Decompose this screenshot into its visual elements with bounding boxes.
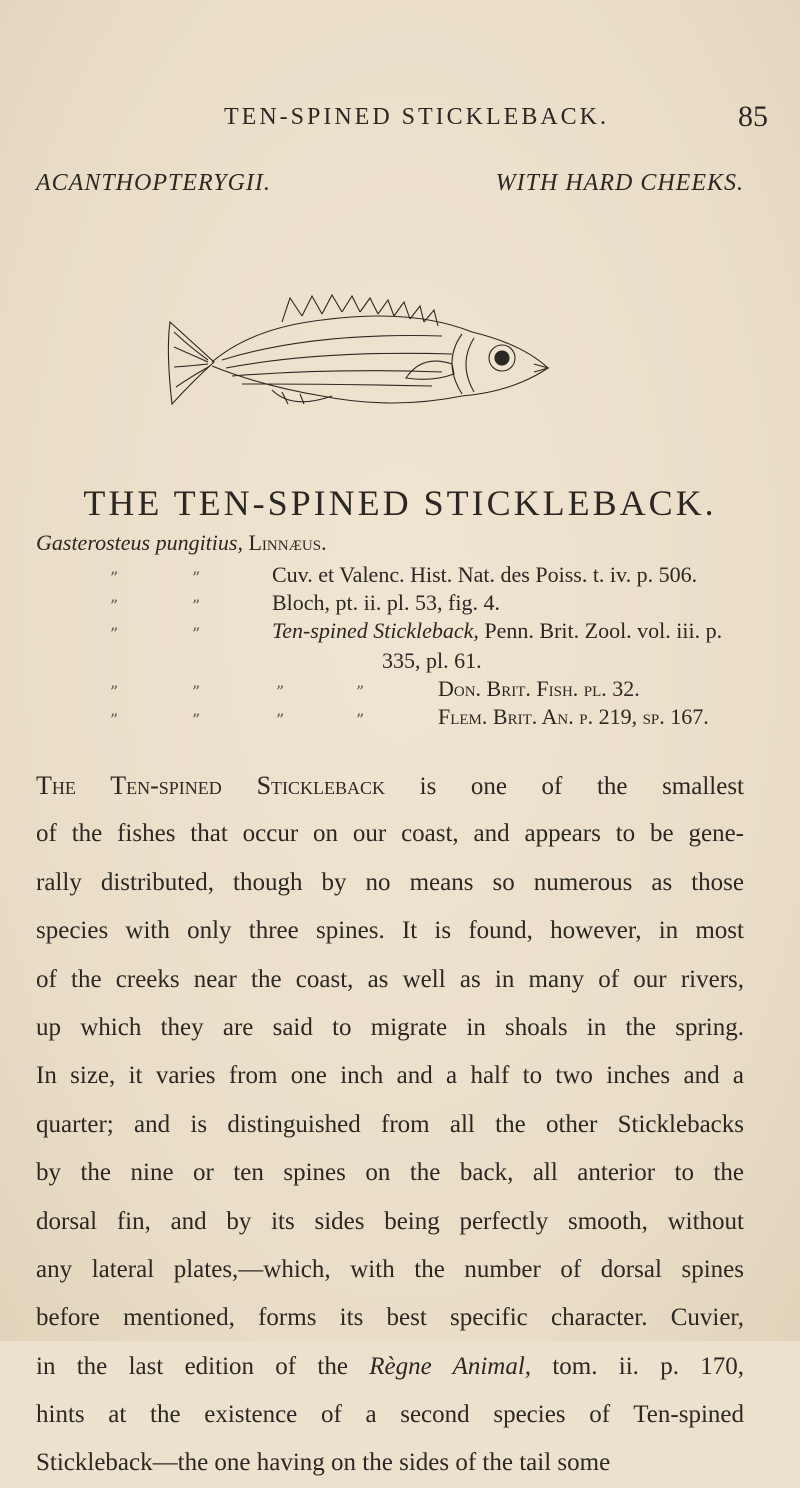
text-line: dorsal fin, and by its sides being perfectly smooth, without (36, 1207, 744, 1235)
lead-in: The Ten-spined Stickleback (36, 771, 386, 800)
ditto-mark: ” (110, 682, 119, 701)
synonym-binomial: Gasterosteus pungitius, (36, 530, 243, 555)
text-line: rally distributed, though by no means so numerous as those (36, 868, 744, 896)
synonym-line-4 (272, 618, 722, 644)
body-paragraph (36, 762, 744, 1488)
synonym-authority: Linnæus. (248, 530, 327, 555)
synonym-line-1 (36, 530, 327, 556)
ditto-mark: ” (110, 596, 119, 615)
text-line: The Ten-spined Stickleback is one of the smallest (36, 771, 745, 800)
page-number: 85 (738, 100, 768, 133)
ditto-mark: ” (276, 682, 285, 701)
species-title: THE TEN-SPINED STICKLEBACK. (83, 483, 717, 523)
running-head (0, 100, 800, 144)
text-line: any lateral plates,—which, with the number of dorsal spines (36, 1255, 744, 1283)
synonym-line-5 (438, 676, 640, 702)
ditto-mark: ” (110, 624, 119, 643)
section-heading (36, 170, 744, 206)
ditto-mark: ” (192, 682, 201, 701)
synonym-line-3: Bloch, pt. ii. pl. 53, fig. 4. (272, 590, 500, 615)
text-line: quarter; and is distinguished from all the other Sticklebacks (36, 1110, 744, 1138)
text-line: of the fishes that occur on our coast, and appears to be gene- (36, 820, 744, 848)
ditto-mark: ” (192, 596, 201, 615)
synonym-reference: Flem. Brit. An. p. 219, sp. 167. (438, 704, 709, 729)
text-line: In size, it varies from one inch and a half to two inches and a (36, 1062, 744, 1090)
ditto-mark: ” (110, 568, 119, 587)
synonym-line-2: Cuv. et Valenc. Hist. Nat. des Poiss. t. iv. p. 506. (272, 562, 698, 587)
ditto-mark: ” (192, 568, 201, 587)
synonym-reference: Don. Brit. Fish. pl. 32. (438, 676, 640, 701)
text-line: of the creeks near the coast, as well as in many of our rivers, (36, 965, 744, 993)
running-title: TEN-SPINED STICKLEBACK. (224, 104, 609, 130)
ditto-mark: ” (110, 710, 119, 729)
synonym-reference: Penn. Brit. Zool. vol. iii. p. (484, 618, 723, 643)
ditto-mark: ” (276, 710, 285, 729)
order-heading: ACANTHOPTERYGII. (36, 170, 271, 196)
synonym-line-4-cont: 335, pl. 61. (382, 648, 482, 673)
ditto-mark: ” (356, 682, 365, 701)
suborder-heading: WITH HARD CHEEKS. (495, 170, 744, 196)
text-line: hints at the existence of a second species of Ten-spined (36, 1401, 744, 1429)
italic-title: Règne Animal, (369, 1352, 532, 1380)
synonym-line-6 (438, 704, 709, 730)
ditto-mark: ” (192, 710, 201, 729)
text-line: before mentioned, forms its best specific character. Cuvier, (36, 1304, 744, 1332)
synonym-common-name: Ten-spined Stickleback, (272, 618, 479, 643)
stickleback-illustration (162, 292, 552, 410)
text-line: by the nine or ten spines on the back, all anterior to the (36, 1159, 744, 1187)
ditto-mark: ” (356, 710, 365, 729)
text-line: in the last edition of the Règne Animal, tom. ii. p. 170, (36, 1352, 745, 1380)
text-line: up which they are said to migrate in shoals in the spring. (36, 1013, 744, 1041)
text-line: Stickleback—the one having on the sides of the tail some (36, 1449, 611, 1477)
ditto-mark: ” (192, 624, 201, 643)
text-line: species with only three spines. It is found, however, in most (36, 917, 744, 945)
